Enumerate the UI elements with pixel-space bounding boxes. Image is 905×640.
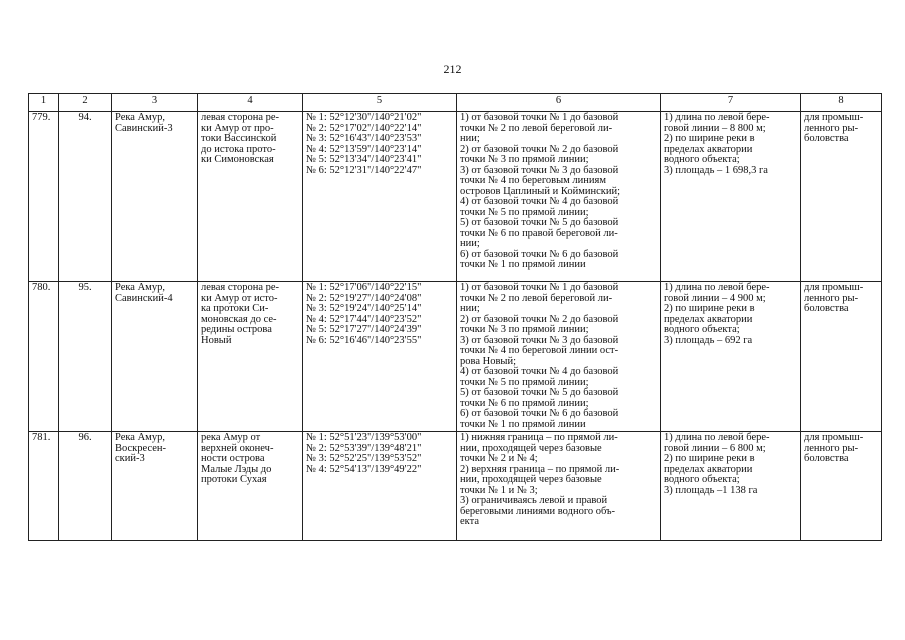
text-line: 2) по ширине реки в: [664, 453, 755, 464]
table-row: [29, 432, 882, 541]
borders-cell: [457, 282, 661, 432]
coordinate-line: № 3: 52°52'25"/139°53'52": [306, 453, 422, 464]
text-line: для промыш-: [804, 282, 864, 293]
table-row: [29, 112, 882, 282]
text-line: ленного ры-: [804, 292, 859, 304]
row-subnumber: 95.: [59, 282, 112, 432]
text-line: говой линии – 6 800 м;: [664, 442, 766, 454]
text-line: ка протоки Си-: [201, 303, 269, 314]
location-cell: [198, 282, 303, 432]
size-cell: [661, 112, 801, 282]
text-line: боловства: [804, 133, 849, 144]
text-line: Воскресен-: [115, 442, 167, 454]
text-line: 1) от базовой точки № 1 до базовой: [460, 112, 619, 123]
text-line: Малые Лэды до: [201, 463, 272, 475]
coordinate-line: № 4: 52°17'44"/140°23'52": [306, 313, 422, 325]
text-line: пределах акватории: [664, 313, 753, 325]
borders-cell: [457, 432, 661, 541]
site-name-cell: [112, 432, 198, 541]
text-line: 1) длина по левой бере-: [664, 432, 770, 443]
site-name-cell: [112, 282, 198, 432]
coordinate-line: № 4: 52°54'13"/139°49'22": [306, 463, 422, 475]
text-line: ки Амур от про-: [201, 122, 274, 134]
row-number: 779.: [29, 112, 59, 282]
registry-table: [28, 93, 882, 541]
text-line: Река Амур,: [115, 282, 165, 293]
column-header: 3: [112, 94, 198, 112]
text-line: для промыш-: [804, 432, 864, 443]
coordinate-line: № 4: 52°13'59"/140°23'14": [306, 143, 422, 155]
text-line: 3) ограничиваясь левой и правой: [460, 495, 608, 506]
header-row: [29, 94, 882, 112]
text-line: 4) от базовой точки № 4 до базовой: [460, 366, 619, 377]
coordinate-line: № 3: 52°19'24"/140°25'14": [306, 303, 422, 314]
column-header: 8: [801, 94, 882, 112]
coordinate-line: № 2: 52°17'02"/140°22'14": [306, 122, 422, 134]
text-line: 5) от базовой точки № 5 до базовой: [460, 217, 619, 228]
coordinate-line: № 6: 52°16'46"/140°23'55": [306, 334, 422, 346]
text-line: точки № 2 по левой береговой ли-: [460, 292, 613, 304]
text-line: екта: [460, 516, 480, 527]
text-line: нии;: [460, 238, 480, 249]
text-line: нии;: [460, 303, 480, 314]
text-line: говой линии – 8 800 м;: [664, 122, 766, 134]
text-line: точки № 1 по прямой линии: [460, 418, 586, 430]
coordinate-line: № 1: 52°51'23"/139°53'00": [306, 432, 422, 443]
text-line: токи Вассинской: [201, 133, 277, 144]
text-line: 2) от базовой точки № 2 до базовой: [460, 313, 619, 325]
text-line: 2) верхняя граница – по прямой ли-: [460, 463, 620, 475]
text-line: точки № 3 по прямой линии;: [460, 154, 589, 165]
text-line: точки № 1 и № 3;: [460, 484, 538, 496]
text-line: ки Амур от исто-: [201, 292, 278, 304]
coordinate-line: № 6: 52°12'31"/140°22'47": [306, 164, 422, 176]
purpose-cell: [801, 282, 882, 432]
text-line: Река Амур,: [115, 432, 165, 443]
text-line: 4) от базовой точки № 4 до базовой: [460, 196, 619, 207]
text-line: 2) по ширине реки в: [664, 133, 755, 144]
site-name-cell: [112, 112, 198, 282]
text-line: точки № 5 по прямой линии;: [460, 376, 589, 388]
text-line: левая сторона ре-: [201, 282, 280, 293]
text-line: 2) от базовой точки № 2 до базовой: [460, 143, 619, 155]
text-line: береговыми линиями водного объ-: [460, 505, 616, 517]
text-line: боловства: [804, 453, 849, 464]
text-line: редины острова: [201, 324, 272, 335]
coordinate-line: № 1: 52°12'30"/140°21'02": [306, 112, 422, 123]
text-line: рова Новый;: [460, 355, 516, 367]
text-line: 3) от базовой точки № 3 до базовой: [460, 334, 619, 346]
text-line: ки Симоновская: [201, 154, 274, 165]
text-line: нии, проходящей через базовые: [460, 474, 602, 485]
size-cell: [661, 282, 801, 432]
text-line: пределах акватории: [664, 143, 753, 155]
text-line: 1) длина по левой бере-: [664, 112, 770, 123]
location-cell: [198, 432, 303, 541]
text-line: ленного ры-: [804, 442, 859, 454]
column-header: 6: [457, 94, 661, 112]
text-line: точки № 2 и № 4;: [460, 453, 538, 464]
text-line: точки № 6 по правой береговой ли-: [460, 227, 618, 239]
text-line: водного объекта;: [664, 154, 740, 165]
text-line: 1) от базовой точки № 1 до базовой: [460, 282, 619, 293]
location-cell: [198, 112, 303, 282]
text-line: 1) длина по левой бере-: [664, 282, 770, 293]
column-header: 2: [59, 94, 112, 112]
text-line: ленного ры-: [804, 122, 859, 134]
text-line: точки № 3 по прямой линии;: [460, 324, 589, 335]
text-line: река Амур от: [201, 432, 261, 443]
row-number: 781.: [29, 432, 59, 541]
text-line: протоки Сухая: [201, 474, 267, 485]
text-line: моновская до се-: [201, 313, 277, 325]
text-line: 5) от базовой точки № 5 до базовой: [460, 387, 619, 398]
text-line: пределах акватории: [664, 463, 753, 475]
purpose-cell: [801, 112, 882, 282]
text-line: нии, проходящей через базовые: [460, 442, 602, 454]
text-line: Савинский-3: [115, 122, 173, 134]
column-header: 4: [198, 94, 303, 112]
text-line: верхней оконеч-: [201, 442, 274, 454]
text-line: точки № 4 по береговым линиям: [460, 175, 606, 186]
purpose-cell: [801, 432, 882, 541]
text-line: Река Амур,: [115, 112, 165, 123]
text-line: левая сторона ре-: [201, 112, 280, 123]
text-line: 1) нижняя граница – по прямой ли-: [460, 432, 618, 443]
text-line: точки № 2 по левой береговой ли-: [460, 122, 613, 134]
text-line: 6) от базовой точки № 6 до базовой: [460, 248, 619, 260]
borders-cell: [457, 112, 661, 282]
coordinate-line: № 5: 52°17'27"/140°24'39": [306, 324, 422, 335]
coordinate-line: № 2: 52°19'27"/140°24'08": [306, 292, 422, 304]
page-number: 212: [443, 62, 462, 76]
text-line: нии;: [460, 133, 480, 144]
size-cell: [661, 432, 801, 541]
text-line: 2) по ширине реки в: [664, 303, 755, 314]
coordinates-cell: [303, 112, 457, 282]
coordinate-line: № 1: 52°17'06"/140°22'15": [306, 282, 422, 293]
text-line: островов Цаплиный и Койминский;: [460, 185, 621, 197]
text-line: точки № 4 по береговой линии ост-: [460, 345, 619, 356]
text-line: водного объекта;: [664, 474, 740, 485]
text-line: водного объекта;: [664, 324, 740, 335]
row-subnumber: 96.: [59, 432, 112, 541]
text-line: до истока прото-: [201, 143, 276, 155]
column-header: 7: [661, 94, 801, 112]
coordinate-line: № 5: 52°13'34"/140°23'41": [306, 154, 422, 165]
text-line: 3) площадь –1 138 га: [664, 484, 758, 496]
text-line: ности острова: [201, 453, 265, 464]
row-subnumber: 94.: [59, 112, 112, 282]
text-line: 3) площадь – 692 га: [664, 334, 753, 346]
text-line: точки № 5 по прямой линии;: [460, 206, 589, 218]
text-line: точки № 6 по прямой линии;: [460, 397, 589, 409]
text-line: 3) площадь – 1 698,3 га: [664, 164, 768, 176]
text-line: Новый: [201, 334, 232, 346]
column-header: 1: [29, 94, 59, 112]
text-line: боловства: [804, 303, 849, 314]
coordinates-cell: [303, 282, 457, 432]
text-line: говой линии – 4 900 м;: [664, 292, 766, 304]
table-row: [29, 282, 882, 432]
column-header: 5: [303, 94, 457, 112]
coordinate-line: № 3: 52°16'43"/140°23'53": [306, 133, 422, 144]
text-line: Савинский-4: [115, 292, 173, 304]
row-number: 780.: [29, 282, 59, 432]
text-line: для промыш-: [804, 112, 864, 123]
text-line: ский-3: [115, 453, 145, 464]
coordinate-line: № 2: 52°53'39"/139°48'21": [306, 442, 422, 454]
text-line: точки № 1 по прямой линии: [460, 259, 586, 270]
text-line: 3) от базовой точки № 3 до базовой: [460, 164, 619, 176]
coordinates-cell: [303, 432, 457, 541]
text-line: 6) от базовой точки № 6 до базовой: [460, 408, 619, 419]
